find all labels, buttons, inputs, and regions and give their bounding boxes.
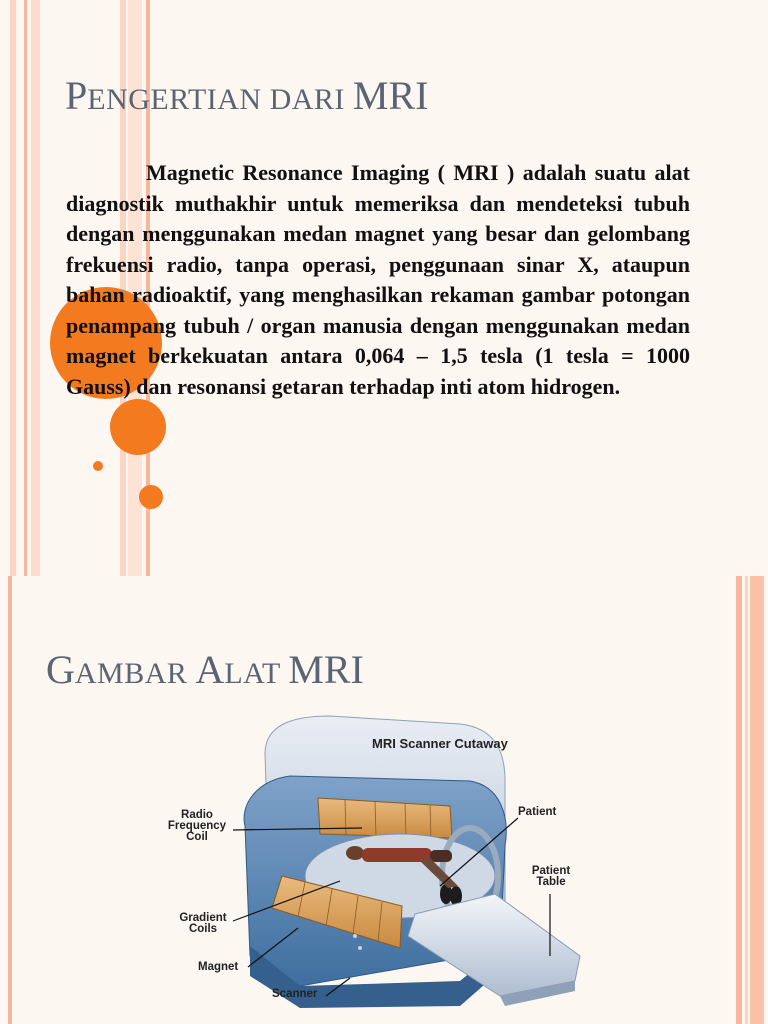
- label-patient-table: Patient Table: [531, 865, 571, 888]
- slide-gambar-alat: [0, 576, 768, 1024]
- label-gradient-coils: Gradient Coils: [179, 912, 227, 935]
- patient-table: [408, 894, 580, 996]
- label-magnet: Magnet: [198, 961, 239, 973]
- decor-circle-tiny: [93, 461, 103, 471]
- label-radio-frequency-coil: Radio Frequency Coil: [167, 809, 227, 843]
- decor-stripe: [10, 0, 16, 576]
- decor-stripe: [24, 0, 27, 576]
- slide-title: GAMBAR ALAT MRI: [46, 647, 364, 692]
- slide-title: PENGERTIAN DARI MRI: [65, 73, 429, 118]
- definition-text: Magnetic Resonance Imaging ( MRI ) adalah suatu alat diagnostik muthakhir untuk memeriksa dan mendeteksi tubuh dengan menggunakan medan magnet yang besar dan gelombang frekuensi radio, tanpa operasi, penggunaan sinar X, ataupun bahan radioaktif, yang menghasilkan rekaman gambar potongan penampang tubuh / organ manusia dengan menggunakan medan magnet berkekuatan antara 0,064 – 1,5 tesla (1 tesla = 1000 Gauss) dan resonansi getaran terhadap inti atom hidrogen.: [66, 160, 690, 399]
- mri-scanner-illustration: [0, 576, 768, 1024]
- figure-heading: MRI Scanner Cutaway: [372, 736, 508, 751]
- decor-circle-small: [139, 485, 163, 509]
- label-patient: Patient: [518, 806, 557, 818]
- label-scanner: Scanner: [272, 988, 318, 1000]
- decor-circle-medium: [110, 399, 166, 455]
- decor-stripe: [31, 0, 40, 576]
- definition-paragraph: [66, 158, 690, 402]
